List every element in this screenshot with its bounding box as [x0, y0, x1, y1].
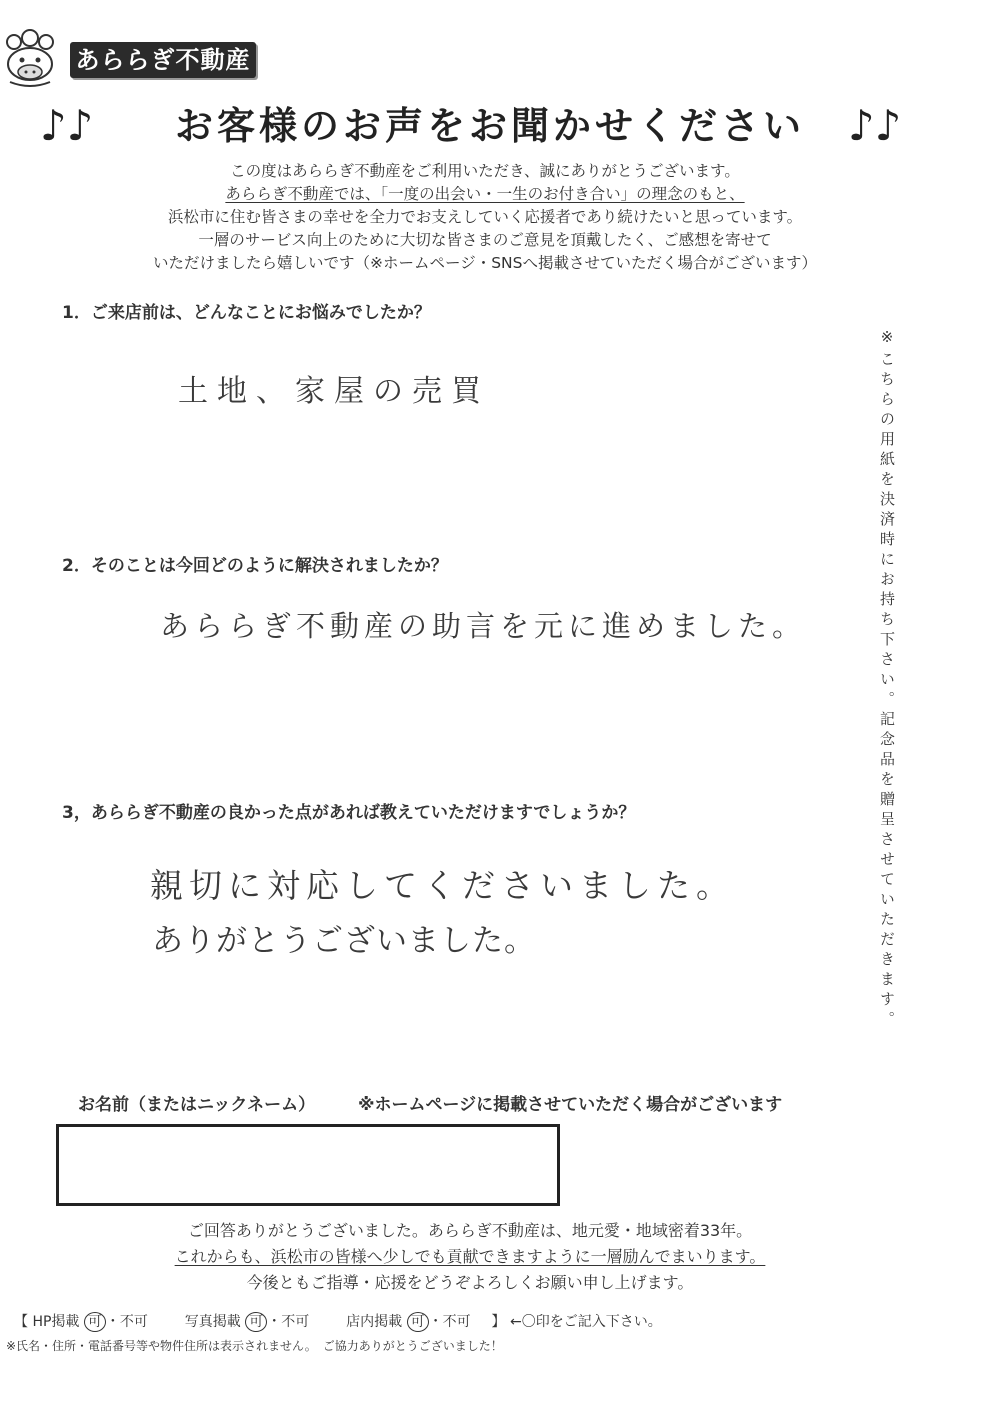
name-note: ※ホームページに掲載させていただく場合がございます — [358, 1095, 783, 1115]
title-text: お客様のお声をお聞かせください — [174, 104, 805, 148]
store-permission — [346, 1314, 475, 1330]
photo-label: 写真掲載 — [184, 1314, 241, 1330]
photo-permission — [185, 1314, 314, 1330]
separator: ・ — [267, 1314, 282, 1330]
photo-no-option[interactable]: 不可 — [281, 1314, 310, 1330]
hp-label: HP掲載 — [32, 1314, 80, 1330]
hp-no-option[interactable]: 不可 — [119, 1314, 148, 1330]
music-note-icon: ♪♪ — [848, 101, 902, 150]
separator: ・ — [105, 1314, 120, 1330]
closing-line: これからも、浜松市の皆様へ少しでも貢献できますように一層励んでまいります。 — [174, 1247, 766, 1266]
music-note-icon: ♪♪ — [40, 101, 94, 150]
question-3-answer-line[interactable]: ありがとうございました。 — [152, 923, 536, 959]
intro-line: この度はあららぎ不動産をご利用いただき、誠にありがとうございます。 — [230, 162, 740, 180]
name-label: お名前（またはニックネーム） — [78, 1095, 316, 1115]
bracket-close: 】 — [491, 1314, 506, 1330]
closing-text: ご回答ありがとうございました。あららぎ不動産は、地元愛・地域密着33年。 — [187, 1221, 753, 1240]
name-field[interactable] — [56, 1124, 560, 1206]
permission-instruction: ←〇印をご記入下さい。 — [509, 1314, 662, 1330]
bracket-open: 【 — [14, 1314, 28, 1330]
question-1-label: 1．ご来店前は、どんなことにお悩みでしたか？ — [62, 303, 431, 323]
permission-row — [14, 1310, 662, 1334]
intro-line: いただけましたら嬉しいです（※ホームページ・SNSへ掲載させていただく場合がございます） — [153, 254, 817, 272]
side-note: ※こちらの用紙を決済時にお持ち下さい。記念品を贈呈させていただきます。 — [878, 328, 896, 1031]
closing-message — [90, 1218, 850, 1296]
store-label: 店内掲載 — [346, 1314, 403, 1330]
intro-line: 一層のサービス向上のために大切な皆さまのご意見を頂戴したく、ご感想を寄せて — [198, 231, 772, 249]
question-3-answer-line[interactable]: 親切に対応してくださいました。 — [150, 866, 735, 905]
intro-line: あららぎ不動産では、「一度の出会い・一生のお付き合い」の理念のもと、 — [225, 185, 745, 203]
hp-permission — [32, 1314, 152, 1330]
hp-yes-option[interactable]: 可 — [84, 1312, 106, 1332]
store-no-option[interactable]: 不可 — [442, 1314, 471, 1330]
question-2-answer[interactable]: あららぎ不動産の助言を元に進めました。 — [160, 609, 807, 643]
footnote: ※氏名・住所・電話番号等や物件住所は表示されません。 ご協力ありがとうございました！ — [6, 1339, 503, 1353]
intro-line: 浜松市に住む皆さまの幸せを全力でお支えしていく応援者であり続けたいと思っています。 — [167, 208, 803, 226]
logo-text: あららぎ不動産 — [70, 42, 256, 78]
intro-paragraph — [90, 160, 880, 275]
question-3-label: 3，あららぎ不動産の良かった点があれば教えていただけますでしょうか？ — [62, 803, 636, 823]
store-yes-option[interactable]: 可 — [407, 1312, 429, 1332]
separator: ・ — [428, 1314, 443, 1330]
photo-yes-option[interactable]: 可 — [245, 1312, 267, 1332]
cow-mascot-icon — [0, 28, 70, 90]
question-2-label: 2．そのことは今回どのように解決されましたか？ — [62, 556, 448, 576]
question-1-answer[interactable]: 土地、家屋の売買 — [178, 374, 490, 409]
company-logo — [0, 28, 262, 90]
closing-line: 今後ともご指導・応援をどうぞよろしくお願い申し上げます。 — [246, 1273, 694, 1292]
closing-line — [90, 1218, 850, 1244]
page-title — [40, 98, 940, 154]
